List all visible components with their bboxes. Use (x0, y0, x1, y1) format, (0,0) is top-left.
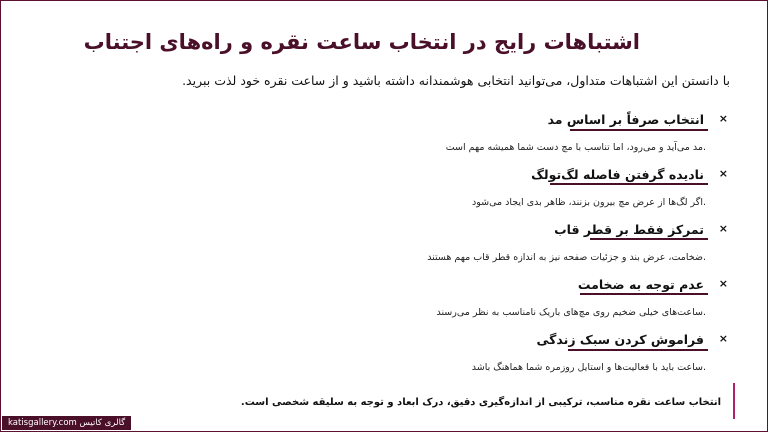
mistake-description: اگر لگ‌ها از عرض مچ بیرون بزنند، ظاهر بدی ایجاد می‌شود. (472, 197, 706, 208)
close-icon: × (718, 112, 728, 125)
mistake-heading-label: فراموش کردن سبک زندگی (536, 332, 704, 347)
close-icon: × (718, 277, 728, 290)
brand-label: katisgallery.com گالری کاتیس (2, 416, 131, 430)
heading-underline (580, 293, 708, 295)
close-icon: × (718, 332, 728, 345)
mistake-heading (547, 112, 728, 130)
mistake-description: ضخامت، عرض بند و جزئیات صفحه نیز به اندازه قطر قاب مهم هستند. (427, 252, 706, 263)
heading-underline (590, 238, 708, 240)
conclusion-text: انتخاب ساعت نقره مناسب، ترکیبی از اندازه‌گیری دقیق، درک ابعاد و توجه به سلیقه شخصی است. (240, 397, 721, 408)
mistake-heading-label: تمرکز فقط بر قطر قاب (554, 222, 704, 237)
mistake-item (531, 164, 728, 185)
mistake-heading (536, 332, 728, 350)
mistake-description: ساعت‌های خیلی ضخیم روی مچ‌های باریک نامناسب به نظر می‌رسند. (436, 307, 706, 318)
close-icon: × (718, 222, 728, 235)
heading-underline (568, 349, 708, 351)
heading-underline (550, 183, 708, 185)
mistake-item (547, 109, 728, 130)
intro-text: با دانستن این اشتباهات متداول، می‌توانید انتخابی هوشمندانه داشته باشید و از ساعت نقره خود لذت ببرید. (182, 73, 730, 88)
mistake-heading-label: انتخاب صرفاً بر اساس مد (547, 112, 704, 127)
mistake-item (577, 274, 728, 295)
mistake-heading-label: نادیده گرفتن فاصله لگ‌تولگ (531, 167, 704, 182)
mistake-heading-label: عدم توجه به ضخامت (577, 277, 704, 292)
mistake-description: ساعت باید با فعالیت‌ها و استایل روزمره شما هماهنگ باشد. (471, 362, 706, 373)
mistake-item (536, 329, 728, 350)
conclusion-accent-bar (733, 383, 735, 419)
mistake-item (554, 219, 728, 240)
mistake-description: مد می‌آید و می‌رود، اما تناسب با مچ دست شما همیشه مهم است. (445, 142, 706, 153)
heading-underline (570, 129, 708, 131)
close-icon: × (718, 167, 728, 180)
page-title: اشتباهات رایج در انتخاب ساعت نقره و راه‌های اجتناب (83, 30, 640, 54)
